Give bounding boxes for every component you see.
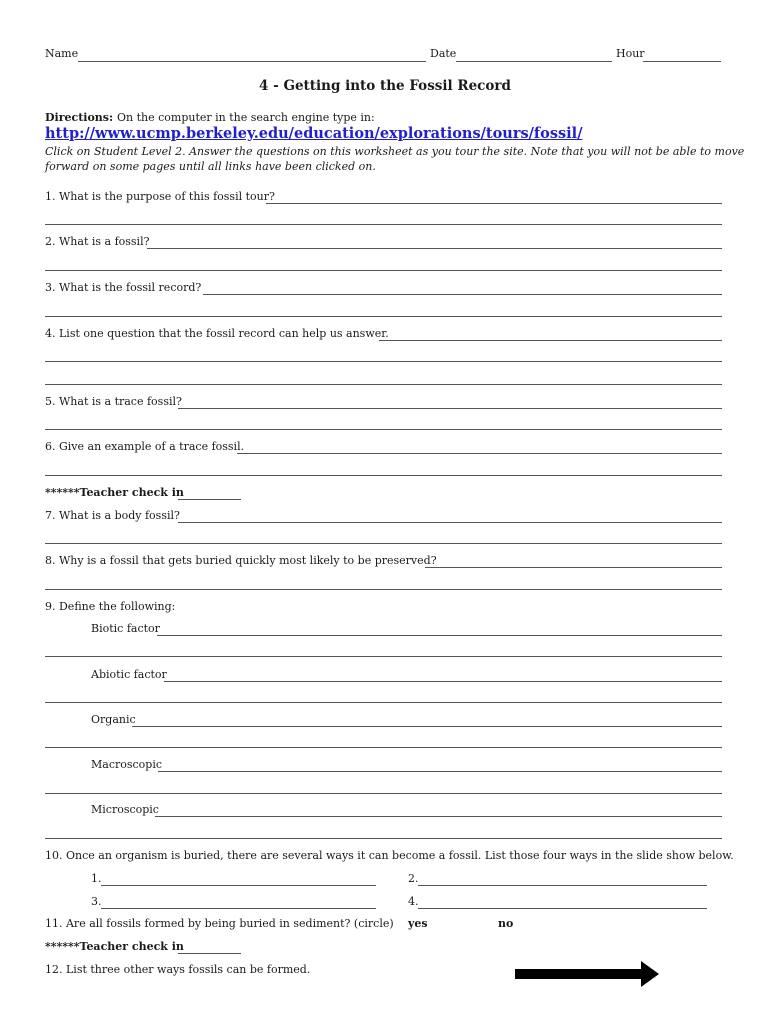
question-3: 3. What is the fossil record? xyxy=(45,281,202,294)
answer-line[interactable] xyxy=(147,248,722,249)
term-macroscopic: Macroscopic xyxy=(91,758,163,771)
answer-line[interactable] xyxy=(45,702,722,703)
directions-text: On the computer in the search engine type in: xyxy=(117,111,375,124)
date-field[interactable] xyxy=(456,61,612,62)
question-7: 7. What is a body fossil? xyxy=(45,509,180,522)
page-title: 4 - Getting into the Fossil Record xyxy=(259,78,511,94)
answer-line[interactable] xyxy=(45,475,722,476)
answer-line[interactable] xyxy=(45,793,722,794)
teacher-check-2: ******Teacher check in xyxy=(45,940,184,953)
name-label: Name xyxy=(45,47,79,60)
tour-url-link[interactable]: http://www.ucmp.berkeley.edu/education/explorations/tours/fossil/ xyxy=(45,125,583,142)
answer-line[interactable] xyxy=(178,408,722,409)
teacher-check-field[interactable] xyxy=(178,499,241,500)
answer-line[interactable] xyxy=(237,453,722,454)
question-12: 12. List three other ways fossils can be formed. xyxy=(45,963,311,976)
answer-line[interactable] xyxy=(45,589,722,590)
answer-line[interactable] xyxy=(425,567,722,568)
answer-line[interactable] xyxy=(45,747,722,748)
answer-line[interactable] xyxy=(266,203,722,204)
question-9: 9. Define the following: xyxy=(45,600,176,613)
right-arrow-icon xyxy=(513,960,661,988)
teacher-check-field[interactable] xyxy=(178,953,241,954)
answer-line[interactable] xyxy=(158,771,722,772)
answer-line[interactable] xyxy=(45,316,722,317)
way-4-label: 4. xyxy=(408,895,419,908)
name-field[interactable] xyxy=(78,61,426,62)
term-biotic: Biotic factor xyxy=(91,622,160,635)
answer-line[interactable] xyxy=(45,224,722,225)
answer-line[interactable] xyxy=(155,816,722,817)
question-2: 2. What is a fossil? xyxy=(45,235,150,248)
answer-line[interactable] xyxy=(418,908,707,909)
answer-line[interactable] xyxy=(45,656,722,657)
instructions-line-2: forward on some pages until all links have been clicked on. xyxy=(45,160,376,173)
answer-line[interactable] xyxy=(45,361,722,362)
hour-field[interactable] xyxy=(643,61,721,62)
answer-line[interactable] xyxy=(45,838,722,839)
answer-line[interactable] xyxy=(157,635,722,636)
question-5: 5. What is a trace fossil? xyxy=(45,395,182,408)
way-1-label: 1. xyxy=(91,872,102,885)
answer-line[interactable] xyxy=(164,681,722,682)
answer-line[interactable] xyxy=(203,294,722,295)
answer-line[interactable] xyxy=(178,522,722,523)
question-8: 8. Why is a fossil that gets buried quickly most likely to be preserved? xyxy=(45,554,437,567)
date-label: Date xyxy=(430,47,457,60)
answer-line[interactable] xyxy=(101,908,376,909)
directions-label: Directions: xyxy=(45,111,114,124)
term-abiotic: Abiotic factor xyxy=(91,668,167,681)
answer-line[interactable] xyxy=(418,885,707,886)
term-organic: Organic xyxy=(91,713,136,726)
question-10: 10. Once an organism is buried, there are several ways it can become a fossil. List those four ways in the slide show below. xyxy=(45,849,734,862)
way-2-label: 2. xyxy=(408,872,419,885)
answer-line[interactable] xyxy=(132,726,722,727)
way-3-label: 3. xyxy=(91,895,102,908)
term-microscopic: Microscopic xyxy=(91,803,159,816)
answer-yes[interactable]: yes xyxy=(408,917,428,930)
question-11: 11. Are all fossils formed by being buried in sediment? (circle) xyxy=(45,917,394,930)
question-6: 6. Give an example of a trace fossil. xyxy=(45,440,245,453)
question-1: 1. What is the purpose of this fossil tour? xyxy=(45,190,275,203)
answer-no[interactable]: no xyxy=(498,917,514,930)
answer-line[interactable] xyxy=(45,384,722,385)
answer-line[interactable] xyxy=(45,270,722,271)
answer-line[interactable] xyxy=(45,543,722,544)
question-4: 4. List one question that the fossil record can help us answer. xyxy=(45,327,389,340)
answer-line[interactable] xyxy=(101,885,376,886)
answer-line[interactable] xyxy=(379,340,722,341)
hour-label: Hour xyxy=(616,47,645,60)
teacher-check-1: ******Teacher check in xyxy=(45,486,184,499)
answer-line[interactable] xyxy=(45,429,722,430)
instructions-line-1: Click on Student Level 2. Answer the questions on this worksheet as you tour the site. Note that you will not be able to move xyxy=(45,145,745,158)
